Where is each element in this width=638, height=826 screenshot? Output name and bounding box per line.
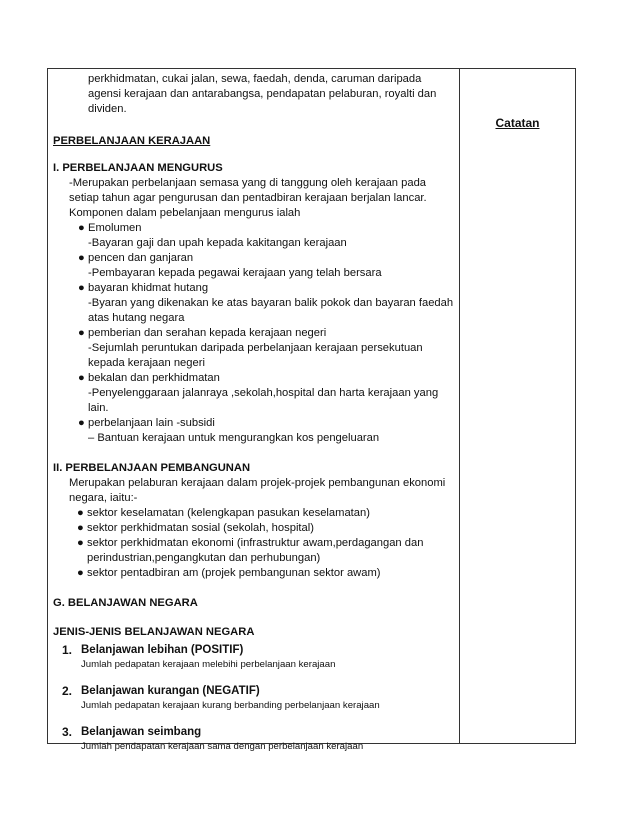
intro-paragraph: perkhidmatan, cukai jalan, sewa, faedah, denda, caruman daripada agensi kerajaan dan antarabangsa, pendapatan pelaburan, royalti dan dividen. bbox=[88, 73, 437, 115]
column-divider bbox=[459, 68, 460, 744]
bullet-icon: ● bbox=[77, 567, 84, 579]
item-number: 2. bbox=[62, 684, 73, 698]
section4-title: JENIS-JENIS BELANJAWAN NEGARA bbox=[53, 626, 255, 638]
bullet-icon: ● bbox=[78, 252, 85, 264]
section1-components-intro: Komponen dalam pebelanjaan mengurus ialah bbox=[69, 207, 301, 219]
list-item: ● bekalan dan perkhidmatan -Penyelenggaraan jalanraya ,sekolah,hospital dan harta kerajaan yang lain. bbox=[78, 372, 439, 414]
list-item: ● sektor perkhidmatan sosial (sekolah, hospital) bbox=[77, 522, 314, 534]
section1-description: -Merupakan perbelanjaan semasa yang di tanggung oleh kerajaan pada setiap tahun agar pengurusan dan pentadbiran kerajaan berjalan lancar. bbox=[69, 177, 427, 204]
list-item: ● perbelanjaan lain -subsidi – Bantuan kerajaan untuk mengurangkan kos pengeluaran bbox=[78, 417, 380, 444]
item-number: 1. bbox=[62, 643, 73, 657]
section1-title: I. PERBELANJAAN MENGURUS bbox=[53, 162, 223, 174]
list-item: ● sektor perkhidmatan ekonomi (infrastruktur awam,perdagangan dan perindustrian,pengangkutan dan perhubungan) bbox=[77, 537, 424, 564]
item-title: Belanjawan lebihan (POSITIF) bbox=[81, 644, 244, 656]
item-detail: Jumlah pedapatan kerajaan kurang berbanding perbelanjaan kerajaan bbox=[81, 700, 380, 711]
section2-list bbox=[53, 506, 455, 581]
budget-type-item bbox=[53, 643, 455, 671]
bullet-icon: ● bbox=[78, 417, 85, 429]
bullet-icon: ● bbox=[78, 327, 85, 339]
bullet-icon: ● bbox=[77, 537, 84, 549]
section3-title: G. BELANJAWAN NEGARA bbox=[53, 597, 198, 609]
bullet-icon: ● bbox=[77, 507, 84, 519]
list-item: ● sektor keselamatan (kelengkapan pasukan keselamatan) bbox=[77, 507, 370, 519]
bullet-icon: ● bbox=[78, 372, 85, 384]
bullet-icon: ● bbox=[77, 522, 84, 534]
list-item: ● sektor pentadbiran am (projek pembangunan sektor awam) bbox=[77, 567, 381, 579]
budget-type-item bbox=[53, 725, 455, 753]
list-item: ● pencen dan ganjaran -Pembayaran kepada pegawai kerajaan yang telah bersara bbox=[78, 252, 382, 279]
section2-description: Merupakan pelaburan kerajaan dalam projek-projek pembangunan ekonomi negara, iaitu:- bbox=[69, 477, 446, 504]
main-heading: PERBELANJAAN KERAJAAN bbox=[53, 135, 211, 147]
bullet-icon: ● bbox=[78, 222, 85, 234]
list-item: ● bayaran khidmat hutang -Byaran yang dikenakan ke atas bayaran balik pokok dan bayaran faedah atas hutang negara bbox=[78, 282, 454, 324]
list-item: ● Emolumen -Bayaran gaji dan upah kepada kakitangan kerajaan bbox=[78, 222, 347, 249]
item-title: Belanjawan seimbang bbox=[81, 726, 202, 738]
item-number: 3. bbox=[62, 725, 73, 739]
notes-column-label: Catatan bbox=[495, 116, 540, 130]
budget-type-item bbox=[53, 684, 455, 712]
item-detail: Jumlah pedapatan kerajaan melebihi perbelanjaan kerajaan bbox=[81, 659, 336, 670]
item-detail: Jumlah pendapatan kerajaan sama dengan perbelanjaan kerajaan bbox=[81, 741, 364, 752]
bullet-icon: ● bbox=[78, 282, 85, 294]
item-title: Belanjawan kurangan (NEGATIF) bbox=[81, 685, 260, 697]
section2-title: II. PERBELANJAAN PEMBANGUNAN bbox=[53, 462, 251, 474]
list-item: ● pemberian dan serahan kepada kerajaan negeri -Sejumlah peruntukan daripada perbelanjaan kerajaan persekutuan kepada kerajaan negeri bbox=[78, 327, 423, 369]
main-content bbox=[53, 72, 455, 753]
section1-list bbox=[53, 221, 455, 446]
